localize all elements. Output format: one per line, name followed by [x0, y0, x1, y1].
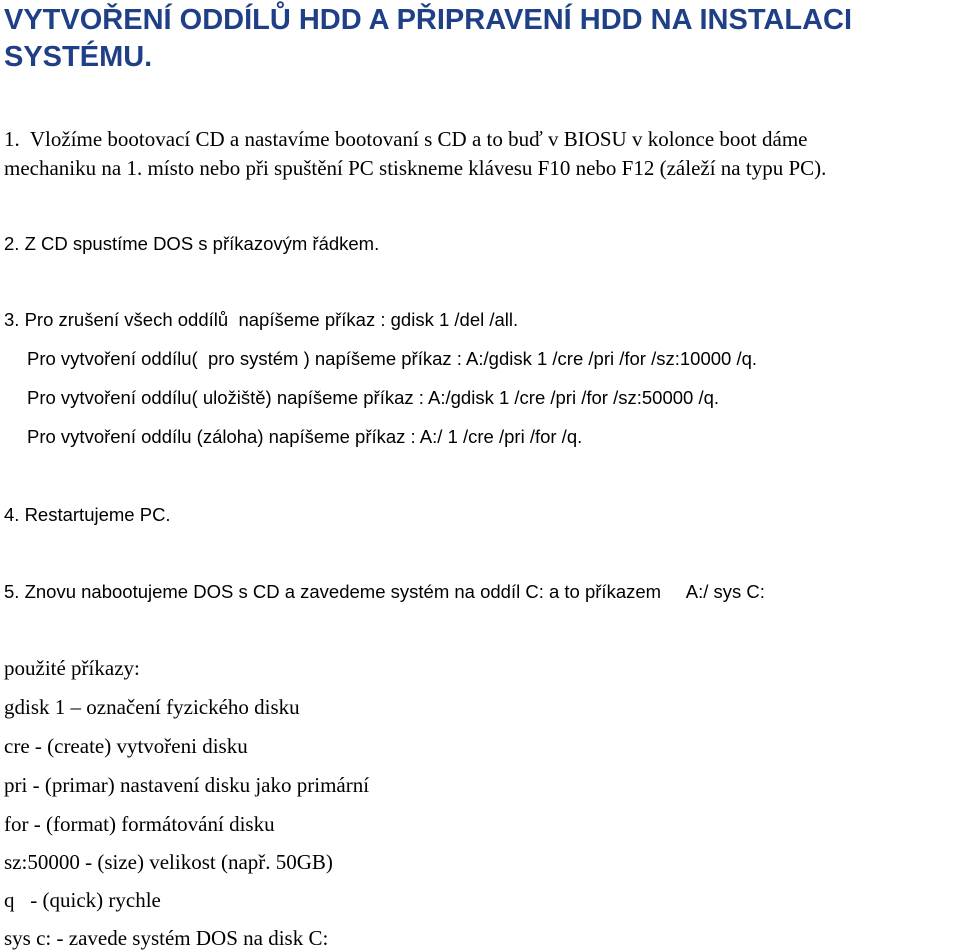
step-1-line-2: mechaniku na 1. místo nebo při spuštění PC stiskneme klávesu F10 nebo F12 (záleží na typu PC). — [4, 156, 827, 180]
command-item: sz:50000 - (size) velikost (např. 50GB) — [4, 850, 333, 874]
document-title: VYTVOŘENÍ ODDÍLŮ HDD A PŘIPRAVENÍ HDD NA INSTALACI SYSTÉMU. — [4, 4, 853, 73]
step-5: 5. Znovu nabootujeme DOS s CD a zavedeme systém na oddíl C: a to příkazem A:/ sys C: — [4, 581, 765, 602]
step-4: 4. Restartujeme PC. — [4, 504, 171, 525]
command-item: sys c: - zavede systém DOS na disk C: — [4, 926, 329, 950]
step-1-line-1: 1. Vložíme bootovací CD a nastavíme bootovaní s CD a to buď v BIOSU v kolonce boot dáme — [4, 127, 808, 151]
command-item: pri - (primar) nastavení disku jako primární — [4, 773, 370, 797]
step-3-backup-partition: Pro vytvoření oddílu (záloha) napíšeme příkaz : A:/ 1 /cre /pri /for /q. — [27, 426, 583, 447]
command-item: cre - (create) vytvořeni disku — [4, 734, 248, 758]
step-3-system-partition: Pro vytvoření oddílu( pro systém ) napíšeme příkaz : A:/gdisk 1 /cre /pri /for /sz:10000 /q. — [27, 348, 758, 369]
step-3: 3. Pro zrušení všech oddílů napíšeme příkaz : gdisk 1 /del /all. — [4, 309, 519, 330]
step-2: 2. Z CD spustíme DOS s příkazovým řádkem. — [4, 233, 380, 254]
step-3-storage-partition: Pro vytvoření oddílu( uložiště) napíšeme příkaz : A:/gdisk 1 /cre /pri /for /sz:50000 /q. — [27, 387, 720, 408]
command-item: q - (quick) rychle — [4, 888, 161, 912]
commands-heading: použité příkazy: — [4, 656, 140, 680]
command-item: gdisk 1 – označení fyzického disku — [4, 695, 300, 719]
command-item: for - (format) formátování disku — [4, 812, 275, 836]
